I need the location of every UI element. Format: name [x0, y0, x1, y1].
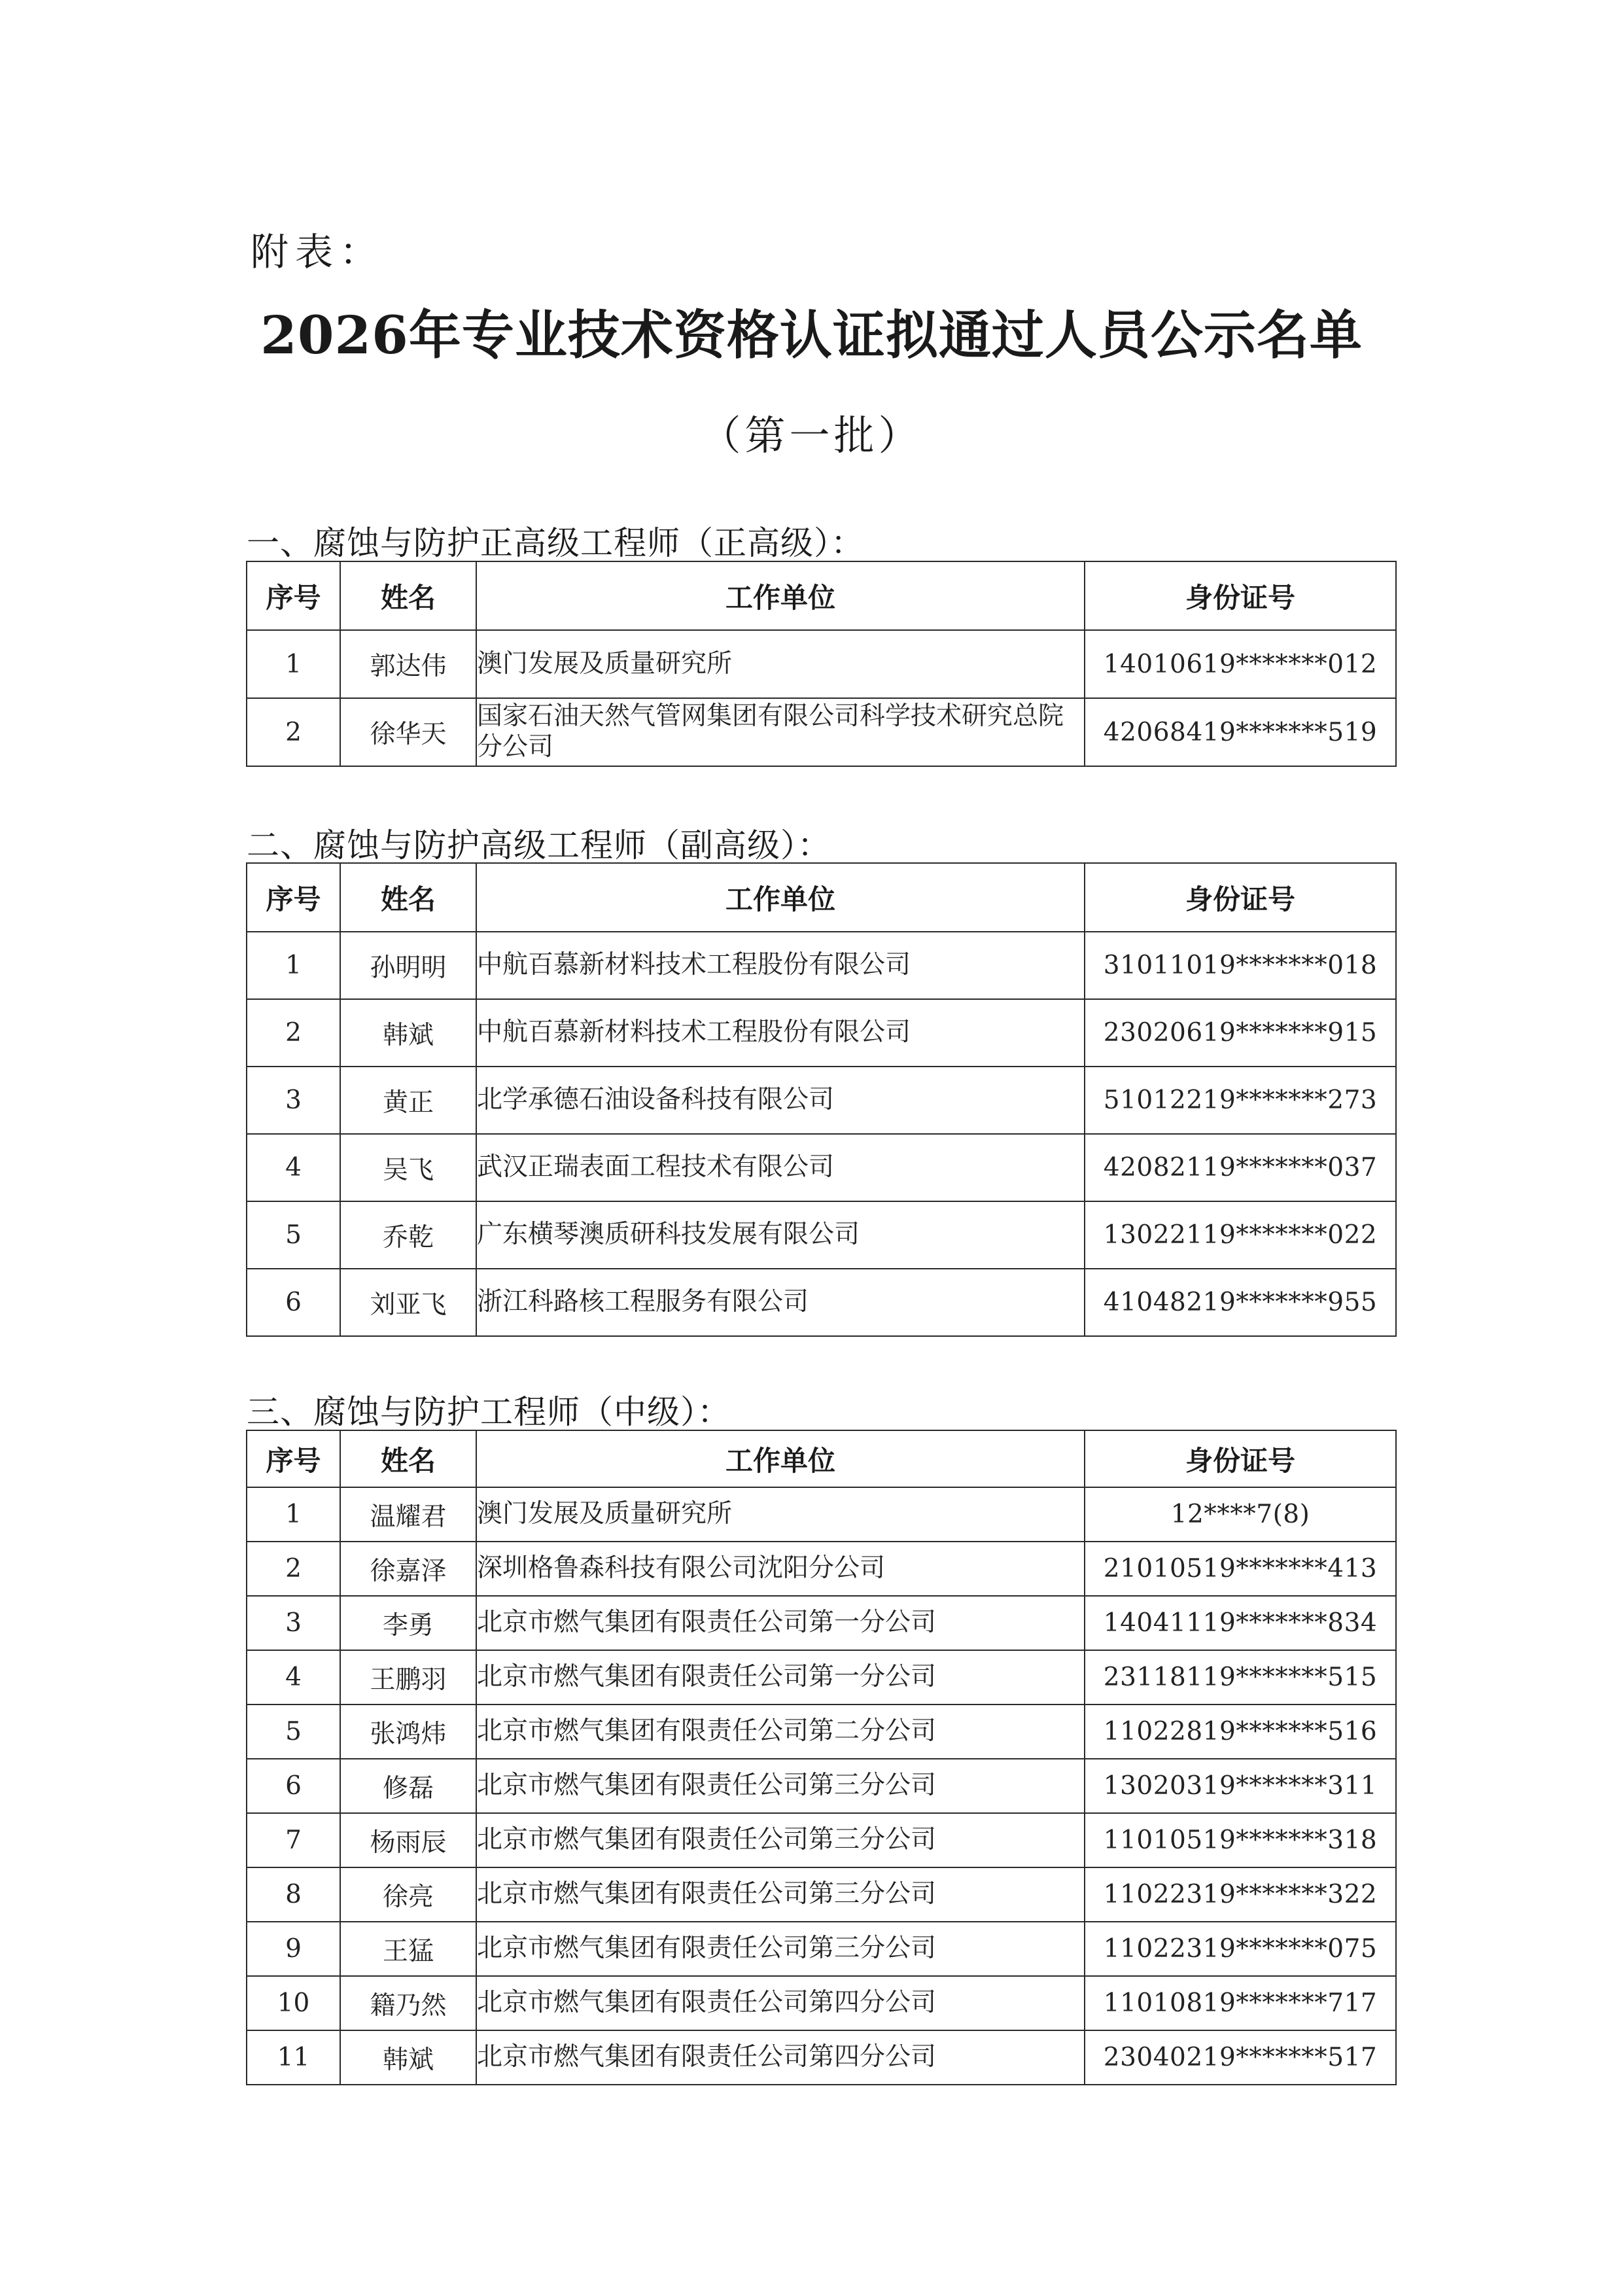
cell-name: 张鸿炜 [340, 1704, 476, 1759]
table-row [247, 1759, 1396, 1813]
cell-name: 刘亚飞 [340, 1269, 476, 1336]
cell-unit: 深圳格鲁森科技有限公司沈阳分公司 [476, 1542, 1085, 1596]
cell-seq: 9 [247, 1922, 340, 1976]
cell-id: 41048219*******955 [1085, 1269, 1396, 1336]
column-header-seq: 序号 [247, 561, 340, 630]
cell-seq: 2 [247, 999, 340, 1067]
cell-unit: 浙江科路核工程服务有限公司 [476, 1269, 1085, 1336]
table-row [247, 1867, 1396, 1922]
cell-id: 42068419*******519 [1085, 698, 1396, 766]
table-header-row [247, 1430, 1396, 1487]
cell-name: 郭达伟 [340, 630, 476, 698]
cell-seq: 1 [247, 1487, 340, 1542]
cell-seq: 2 [247, 698, 340, 766]
column-header-name: 姓名 [340, 1430, 476, 1487]
cell-seq: 1 [247, 932, 340, 999]
table-row [247, 1201, 1396, 1269]
cell-name: 乔乾 [340, 1201, 476, 1269]
table-row [247, 1922, 1396, 1976]
cell-unit: 北京市燃气集团有限责任公司第三分公司 [476, 1813, 1085, 1867]
cell-id: 12****7(8) [1085, 1487, 1396, 1542]
column-header-name: 姓名 [340, 561, 476, 630]
cell-id: 23020619*******915 [1085, 999, 1396, 1067]
cell-id: 13020319*******311 [1085, 1759, 1396, 1813]
cell-unit: 澳门发展及质量研究所 [476, 1487, 1085, 1542]
cell-unit: 中航百慕新材料技术工程股份有限公司 [476, 932, 1085, 999]
cell-id: 11022319*******075 [1085, 1922, 1396, 1976]
cell-unit: 武汉正瑞表面工程技术有限公司 [476, 1134, 1085, 1201]
cell-seq: 6 [247, 1269, 340, 1336]
column-header-id: 身份证号 [1085, 561, 1396, 630]
cell-name: 温耀君 [340, 1487, 476, 1542]
cell-seq: 5 [247, 1704, 340, 1759]
cell-unit: 国家石油天然气管网集团有限公司科学技术研究总院分公司 [476, 698, 1085, 766]
cell-name: 李勇 [340, 1596, 476, 1650]
cell-id: 13022119*******022 [1085, 1201, 1396, 1269]
table-row [247, 2030, 1396, 2085]
column-header-unit: 工作单位 [476, 561, 1085, 630]
cell-name: 王鹏羽 [340, 1650, 476, 1704]
roster-table-senior [246, 862, 1397, 1337]
cell-id: 21010519*******413 [1085, 1542, 1396, 1596]
cell-name: 徐亮 [340, 1867, 476, 1922]
cell-name: 韩斌 [340, 999, 476, 1067]
cell-id: 14010619*******012 [1085, 630, 1396, 698]
section-heading-senior: 二、腐蚀与防护高级工程师（副高级）： [247, 826, 831, 864]
table-row [247, 630, 1396, 698]
batch-label: （第一批） [700, 412, 923, 459]
table-row [247, 1269, 1396, 1336]
cell-seq: 11 [247, 2030, 340, 2085]
cell-name: 修磊 [340, 1759, 476, 1813]
cell-seq: 8 [247, 1867, 340, 1922]
cell-unit: 北京市燃气集团有限责任公司第一分公司 [476, 1596, 1085, 1650]
cell-name: 王猛 [340, 1922, 476, 1976]
table-row [247, 1487, 1396, 1542]
cell-name: 籍乃然 [340, 1976, 476, 2030]
cell-unit: 北京市燃气集团有限责任公司第三分公司 [476, 1759, 1085, 1813]
appendix-label: 附表： [251, 230, 385, 274]
cell-seq: 4 [247, 1134, 340, 1201]
cell-unit: 北京市燃气集团有限责任公司第四分公司 [476, 1976, 1085, 2030]
cell-id: 23118119*******515 [1085, 1650, 1396, 1704]
table-row [247, 999, 1396, 1067]
roster-table-intermediate [246, 1430, 1397, 2085]
column-header-id: 身份证号 [1085, 863, 1396, 932]
table-row [247, 1650, 1396, 1704]
table-row [247, 1134, 1396, 1201]
cell-unit: 澳门发展及质量研究所 [476, 630, 1085, 698]
column-header-seq: 序号 [247, 863, 340, 932]
cell-name: 杨雨辰 [340, 1813, 476, 1867]
table-row [247, 1067, 1396, 1134]
cell-unit: 中航百慕新材料技术工程股份有限公司 [476, 999, 1085, 1067]
cell-name: 吴飞 [340, 1134, 476, 1201]
cell-unit: 北京市燃气集团有限责任公司第四分公司 [476, 2030, 1085, 2085]
table-row [247, 1596, 1396, 1650]
cell-unit: 广东横琴澳质研科技发展有限公司 [476, 1201, 1085, 1269]
cell-id: 11022819*******516 [1085, 1704, 1396, 1759]
cell-id: 51012219*******273 [1085, 1067, 1396, 1134]
table-row [247, 1813, 1396, 1867]
table-row [247, 932, 1396, 999]
cell-id: 14041119*******834 [1085, 1596, 1396, 1650]
table-header-row [247, 863, 1396, 932]
cell-id: 11022319*******322 [1085, 1867, 1396, 1922]
table-row [247, 1704, 1396, 1759]
cell-seq: 5 [247, 1201, 340, 1269]
cell-name: 孙明明 [340, 932, 476, 999]
section-heading-senior-professor: 一、腐蚀与防护正高级工程师（正高级）： [247, 524, 864, 562]
cell-name: 黄正 [340, 1067, 476, 1134]
cell-seq: 1 [247, 630, 340, 698]
cell-seq: 7 [247, 1813, 340, 1867]
cell-unit: 北京市燃气集团有限责任公司第一分公司 [476, 1650, 1085, 1704]
section-heading-intermediate: 三、腐蚀与防护工程师（中级）： [247, 1393, 731, 1431]
cell-id: 23040219*******517 [1085, 2030, 1396, 2085]
cell-unit: 北京市燃气集团有限责任公司第三分公司 [476, 1922, 1085, 1976]
column-header-seq: 序号 [247, 1430, 340, 1487]
table-row [247, 698, 1396, 766]
column-header-id: 身份证号 [1085, 1430, 1396, 1487]
cell-unit: 北学承德石油设备科技有限公司 [476, 1067, 1085, 1134]
cell-name: 徐华天 [340, 698, 476, 766]
column-header-name: 姓名 [340, 863, 476, 932]
table-header-row [247, 561, 1396, 630]
cell-id: 31011019*******018 [1085, 932, 1396, 999]
cell-unit: 北京市燃气集团有限责任公司第二分公司 [476, 1704, 1085, 1759]
cell-id: 42082119*******037 [1085, 1134, 1396, 1201]
cell-seq: 3 [247, 1067, 340, 1134]
table-row [247, 1976, 1396, 2030]
cell-seq: 2 [247, 1542, 340, 1596]
document-title: 2026年专业技术资格认证拟通过人员公示名单 [260, 304, 1363, 366]
table-row [247, 1542, 1396, 1596]
cell-id: 11010519*******318 [1085, 1813, 1396, 1867]
column-header-unit: 工作单位 [476, 863, 1085, 932]
column-header-unit: 工作单位 [476, 1430, 1085, 1487]
cell-seq: 10 [247, 1976, 340, 2030]
cell-seq: 3 [247, 1596, 340, 1650]
cell-seq: 6 [247, 1759, 340, 1813]
roster-table-senior-professor [246, 561, 1397, 767]
cell-name: 韩斌 [340, 2030, 476, 2085]
cell-unit: 北京市燃气集团有限责任公司第三分公司 [476, 1867, 1085, 1922]
cell-id: 11010819*******717 [1085, 1976, 1396, 2030]
cell-name: 徐嘉泽 [340, 1542, 476, 1596]
cell-seq: 4 [247, 1650, 340, 1704]
